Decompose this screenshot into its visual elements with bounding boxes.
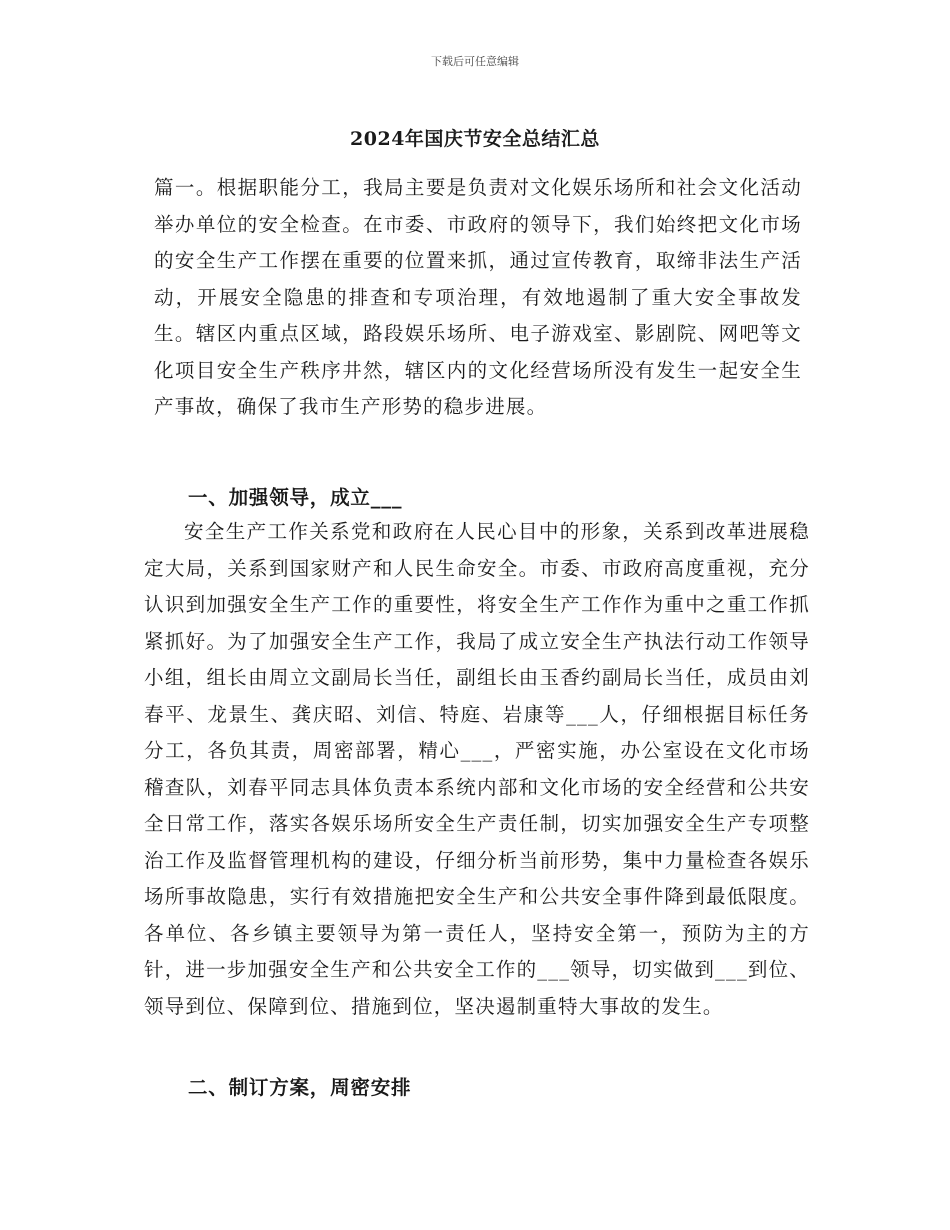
section-heading-2: 二、制订方案，周密安排 (188, 1076, 412, 1099)
paragraph-1: 篇一。根据职能分工，我局主要是负责对文化娱乐场所和社会文化活动举办单位的安全检查。在市委、市政府的领导下，我们始终把文化市场的安全生产工作摆在重要的位置来抓，通过宣传教育，取缔非法生产活动，开展安全隐患的排查和专项治理，有效地遏制了重大安全事故发生。辖区内重点区域，路段娱乐场所、电子游戏室、影剧院、网吧等文化项目安全生产秩序井然，辖区内的文化经营场所没有发生一起安全生产事故，确保了我市生产形势的稳步进展。 (154, 176, 802, 418)
section-heading-1: 一、加强领导，成立___ (188, 486, 403, 509)
paragraph-2: 安全生产工作关系党和政府在人民心目中的形象，关系到改革进展稳定大局，关系到国家财产和人民生命安全。市委、市政府高度重视，充分认识到加强安全生产工作的重要性，将安全生产工作作为重中之重工作抓紧抓好。为了加强安全生产工作，我局了成立安全生产执法行动工作领导小组，组长由周立文副局长当任，副组长由玉香约副局长当任，成员由刘春平、龙景生、龚庆昭、刘信、特庭、岩康等___人，仔细根据目标任务分工，各负其责，周密部署，精心___，严密实施，办公室设在文化市场稽查队，刘春平同志具体负责本系统内部和文化市场的安全经营和公共安全日常工作，落实各娱乐场所安全生产责任制，切实加强安全生产专项整治工作及监督管理机构的建设，仔细分析当前形势，集中力量检查各娱乐场所事故隐患，实行有效措施把安全生产和公共安全事件降到最低限度。各单位、各乡镇主要领导为第一责任人，坚持安全第一，预防为主的方针，进一步加强安全生产和公共安全工作的___领导，切实做到___到位、领导到位、保障到位、措施到位，坚决遏制重特大事故的发生。 (144, 520, 811, 1018)
header-note: 下载后可任意编辑 (431, 55, 519, 68)
page-title: 2024年国庆节安全总结汇总 (350, 128, 600, 150)
